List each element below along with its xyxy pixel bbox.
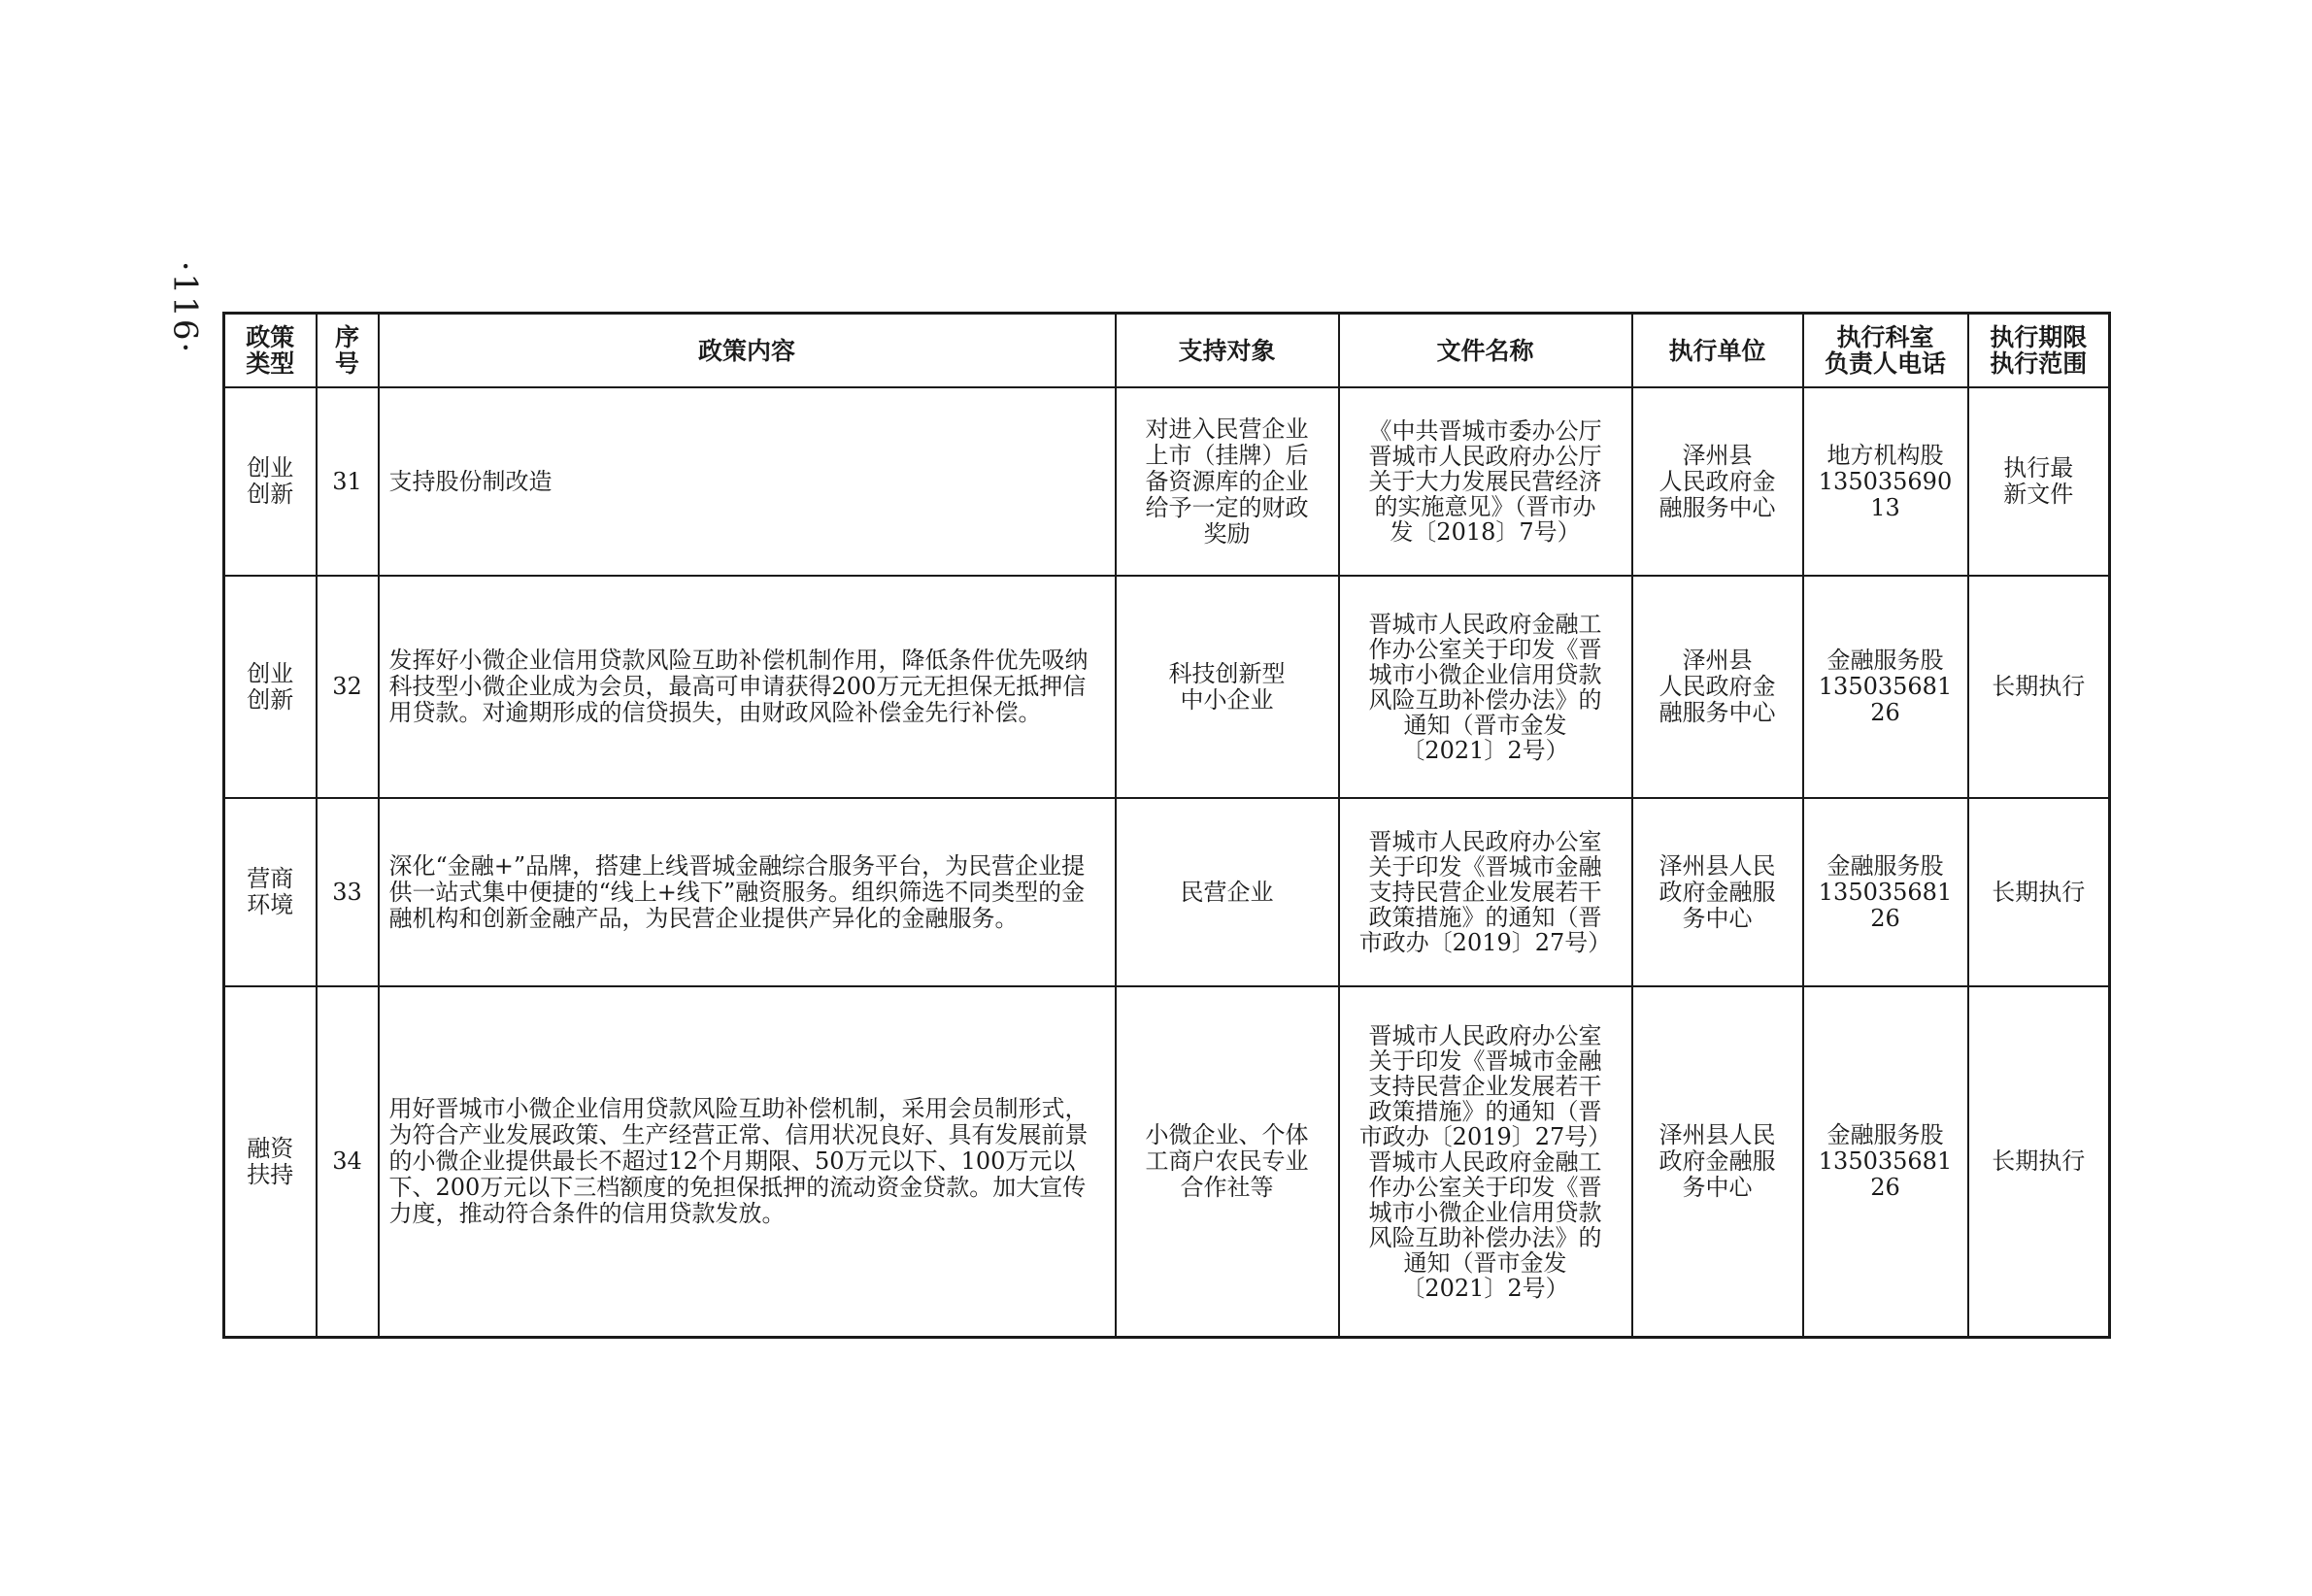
table-row bbox=[224, 387, 2110, 576]
header-content: 政策内容 bbox=[379, 314, 1116, 388]
cell-contact: 金融服务股 13503568126 bbox=[1803, 576, 1968, 798]
cell-content: 发挥好小微企业信用贷款风险互助补偿机制作用，降低条件优先吸纳科技型小微企业成为会员，最高可申请获得200万元无担保无抵押信用贷款。对逾期形成的信贷损失，由财政风险补偿金先行补偿。 bbox=[379, 576, 1116, 798]
cell-document: 晋城市人民政府金融工 作办公室关于印发《晋 城市小微企业信用贷款 风险互助补偿办法》的 通知（晋市金发 〔2021〕2号） bbox=[1339, 576, 1632, 798]
policy-table bbox=[222, 312, 2111, 1339]
header-policy-type: 政策 类型 bbox=[224, 314, 317, 388]
cell-seq: 33 bbox=[317, 798, 379, 986]
cell-document: 《中共晋城市委办公厅 晋城市人民政府办公厅 关于大力发展民营经济 的实施意见》（晋市办 发〔2018〕7号） bbox=[1339, 387, 1632, 576]
table-row bbox=[224, 798, 2110, 986]
cell-policy-type: 创业 创新 bbox=[224, 576, 317, 798]
cell-seq: 31 bbox=[317, 387, 379, 576]
cell-content: 用好晋城市小微企业信用贷款风险互助补偿机制，采用会员制形式，为符合产业发展政策、生产经营正常、信用状况良好、具有发展前景的小微企业提供最长不超过12个月期限、50万元以下、100万元以下、200万元以下三档额度的免担保抵押的流动资金贷款。加大宣传力度，推动符合条件的信用贷款发放。 bbox=[379, 986, 1116, 1338]
cell-target: 对进入民营企业 上市（挂牌）后 备资源库的企业 给予一定的财政 奖励 bbox=[1116, 387, 1339, 576]
cell-contact: 金融服务股 13503568126 bbox=[1803, 986, 1968, 1338]
cell-document: 晋城市人民政府办公室 关于印发《晋城市金融 支持民营企业发展若干 政策措施》的通知（晋 市政办〔2019〕27号） bbox=[1339, 798, 1632, 986]
cell-content: 支持股份制改造 bbox=[379, 387, 1116, 576]
cell-document: 晋城市人民政府办公室 关于印发《晋城市金融 支持民营企业发展若干 政策措施》的通知（晋 市政办〔2019〕27号） 晋城市人民政府金融工 作办公室关于印发《晋 城市小微企业信用贷款 风险互助补偿办法》的 通知（晋市金发 〔2021〕2号） bbox=[1339, 986, 1632, 1338]
cell-contact: 金融服务股 13503568126 bbox=[1803, 798, 1968, 986]
header-contact: 执行科室 负责人电话 bbox=[1803, 314, 1968, 388]
page-number-text: ·116· bbox=[165, 260, 205, 355]
table-header-row bbox=[224, 314, 2110, 388]
header-document: 文件名称 bbox=[1339, 314, 1632, 388]
cell-seq: 32 bbox=[317, 576, 379, 798]
table-row bbox=[224, 986, 2110, 1338]
cell-contact: 地方机构股 13503569013 bbox=[1803, 387, 1968, 576]
cell-policy-type: 营商 环境 bbox=[224, 798, 317, 986]
cell-seq: 34 bbox=[317, 986, 379, 1338]
cell-policy-type: 融资 扶持 bbox=[224, 986, 317, 1338]
cell-unit: 泽州县人民 政府金融服 务中心 bbox=[1632, 798, 1803, 986]
header-period: 执行期限 执行范围 bbox=[1968, 314, 2110, 388]
cell-period: 执行最 新文件 bbox=[1968, 387, 2110, 576]
cell-unit: 泽州县人民 政府金融服 务中心 bbox=[1632, 986, 1803, 1338]
cell-unit: 泽州县 人民政府金 融服务中心 bbox=[1632, 387, 1803, 576]
cell-target: 民营企业 bbox=[1116, 798, 1339, 986]
table-row bbox=[224, 576, 2110, 798]
header-seq: 序 号 bbox=[317, 314, 379, 388]
cell-policy-type: 创业 创新 bbox=[224, 387, 317, 576]
cell-target: 科技创新型 中小企业 bbox=[1116, 576, 1339, 798]
cell-target: 小微企业、个体 工商户农民专业 合作社等 bbox=[1116, 986, 1339, 1338]
cell-period: 长期执行 bbox=[1968, 798, 2110, 986]
cell-period: 长期执行 bbox=[1968, 986, 2110, 1338]
cell-period: 长期执行 bbox=[1968, 576, 2110, 798]
header-target: 支持对象 bbox=[1116, 314, 1339, 388]
page-number bbox=[155, 254, 214, 361]
cell-unit: 泽州县 人民政府金 融服务中心 bbox=[1632, 576, 1803, 798]
header-unit: 执行单位 bbox=[1632, 314, 1803, 388]
cell-content: 深化“金融+”品牌，搭建上线晋城金融综合服务平台，为民营企业提供一站式集中便捷的“线上+线下”融资服务。组织筛选不同类型的金融机构和创新金融产品，为民营企业提供产异化的金融服务。 bbox=[379, 798, 1116, 986]
